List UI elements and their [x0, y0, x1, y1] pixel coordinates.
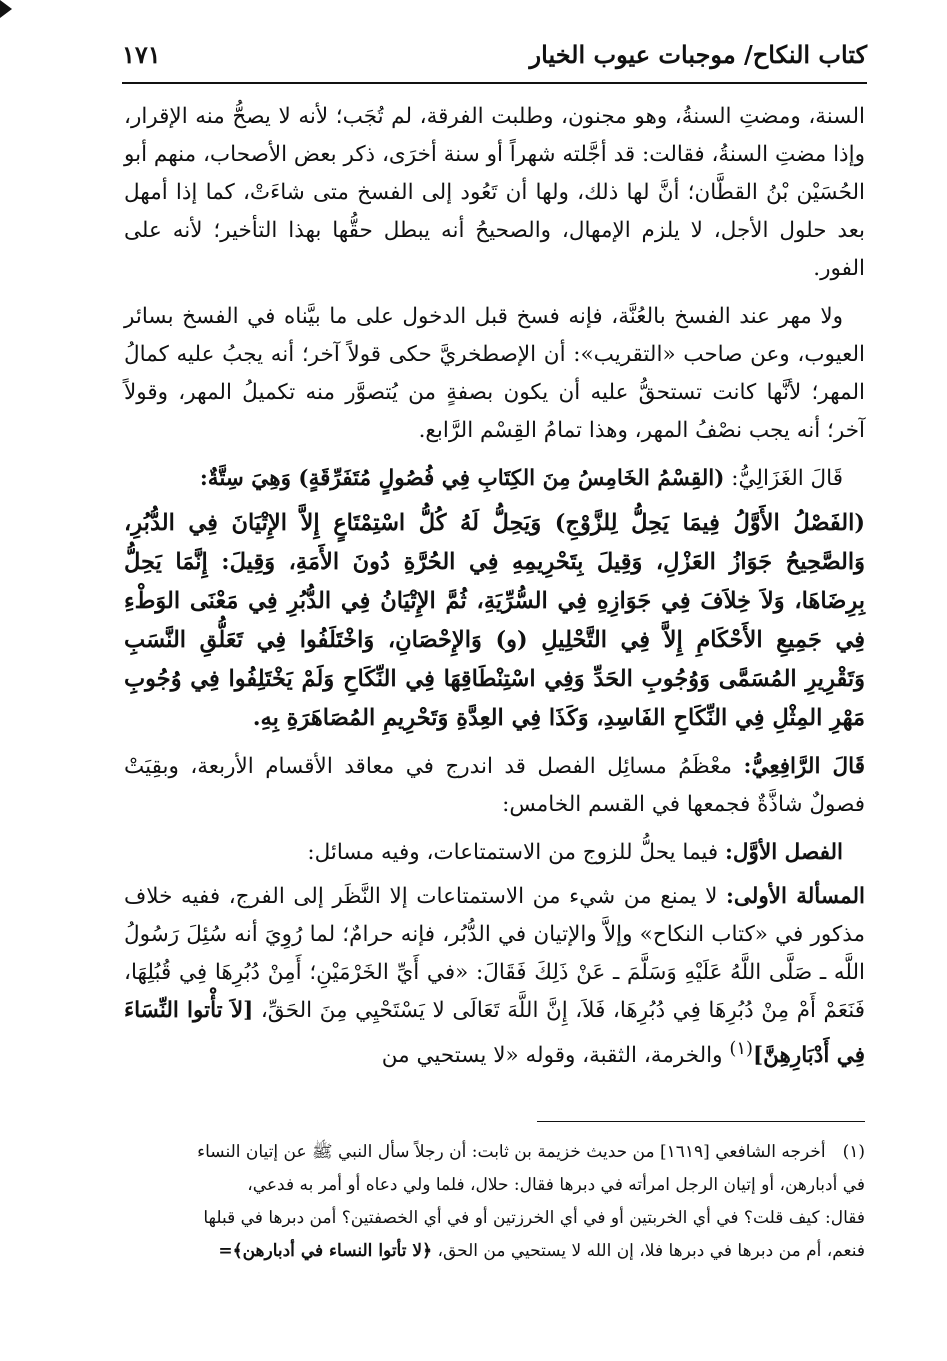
ghazali-heading: [124, 460, 865, 498]
running-title: كتاب النكاح/ موجبات عيوب الخيار: [529, 40, 867, 69]
footnote-line-2: في أدبارهن، أو إتيان الرجل امرأته في دبرها فقال: حلال، فلما ولي دعاه أو أمر به فدعي،: [247, 1175, 865, 1195]
header-rule: [122, 82, 867, 84]
masala-text-2: والخرمة، الثقبة، وقوله «لا يستحيي من: [381, 1043, 723, 1069]
footnote-line-3: فقال: كيف قلت؟ في أي الخربتين أو في أي الخرزتين أو في أي الخصفتين؟ أمن دبرها في قبلها: [203, 1208, 865, 1228]
masala-text-1: لا يمنع من شيء من الاستمتاعات إلا النَّظَر إلى الفرج، ففيه خلاف مذكور في «كتاب النكاح» وإلاَّ والإتيان في الدُّبُر، فإنه حرامٌ؛ لما رُوِيَ أنه سُئِلَ رَسُولُ اللَّه ـ صَلَّى اللَّهُ عَلَيْهِ وَسَلَّمَ ـ عَنْ ذَلِكَ فَقَالَ: «في أَيِّ الخَرْمَيْنِ؛ أَمِنْ دُبُرِهَا فِي قُبُلِهَا، فَنَعَمْ أَمْ مِنْ دُبُرِهَا فِي دُبُرِهَا، فَلاَ، إِنَّ اللَّهَ تَعَالَى لا يَسْتَحْيِي مِنَ الحَقِّ،: [124, 884, 865, 1023]
footnote-text-4: فنعم، أم من دبرها في دبرها فلا، إن الله لا يستحيي من الحق،: [437, 1241, 865, 1261]
footnote-number: (١): [842, 1142, 865, 1162]
matn-paragraph: (الفَصْلُ الأَوَّلُ فِيمَا يَحِلُّ لِلزَّوْجِ) وَيَحِلُّ لَهُ كُلُّ اسْتِمْتَاعٍ إِلاَّ الإِتْيَانَ فِي الدُّبُرِ، وَالصَّحِيحُ جَوَازُ العَزْلِ، وَقِيلَ بِتَحْرِيمِهِ فِي الحُرَّةِ دُونَ الأَمَةِ، وَقِيلَ: إِنَّمَا يَحِلُّ بِرِضَاهَا، وَلاَ خِلاَفَ فِي جَوَازِهِ فِي السُّرِّيَةِ، ثُمَّ الإِتْيَانُ فِي الدُّبُرِ فِي مَعْنَى الوَطْءِ فِي جَمِيعِ الأَحْكَامِ إِلاَّ فِي التَّحْلِيلِ (و) وَالإِحْصَانِ، وَاخْتَلَفُوا فِي تَعَلُّقِ النَّسَبِ وَتَقْرِيرِ المُسَمَّى وَوُجُوبِ الحَدِّ وَفِي اسْتِنْطَاقِهَا فِي النِّكَاحِ وَلَمْ يَخْتَلِفُوا فِي وُجُوبِ مَهْرِ المِثْلِ فِي النِّكَاحِ الفَاسِدِ، وَكَذَا فِي العِدَّةِ وَتَحْرِيمِ المُصَاهَرَةِ بِهِ.: [124, 510, 865, 731]
footnote-ref: (١): [729, 1038, 753, 1059]
footnote-text-1: أخرجه الشافعي [١٦١٩] من حديث خزيمة بن ثابت: أن رجلاً سأل النبي ﷺ عن إتيان النساء: [197, 1142, 826, 1162]
rafii-label: قَالَ الرَّافِعِيُّ:: [743, 754, 865, 779]
fasl-text: فيما يحلُّ للزوج من الاستمتاعات، وفيه مسائل:: [307, 840, 719, 865]
masala-paragraph: [124, 878, 865, 1075]
rafii-text: معْظَمُ مسائِل الفصل قد اندرج في معاقد الأقسام الأربعة، وبقِيَتْ فصولٌ شاذَّةٌ فجمعها في القسم الخامس:: [124, 754, 865, 817]
footnote-rule: [537, 1121, 865, 1122]
page-number: ١٧١: [122, 40, 161, 69]
ghazali-label: قَالَ الغَزَالِيُّ:: [731, 466, 843, 491]
fasl-label: الفصل الأوَّل:: [725, 840, 843, 865]
footnotes: [124, 1136, 865, 1268]
rafii-paragraph: [124, 748, 865, 824]
footnote-line-1: [124, 1136, 865, 1169]
fasl-heading: [124, 834, 865, 872]
ghazali-text: (القِسْمُ الخَامِسُ مِنَ الكِتَابِ فِي فُصُولٍ مُتَفَرِّقَةٍ) وَهِيَ سِتَّةٌ:: [199, 466, 725, 491]
main-text: [124, 98, 865, 1075]
footnote-line-4: [124, 1235, 865, 1268]
paragraph-1: السنة، ومضتِ السنةُ، وهو مجنون، وطلبت الفرقة، لم تُجَب؛ لأنه لا يصحُّ منه الإقرار، وإذا مضتِ السنةُ، فقالت: قد أجَّلته شهراً أو سنة أخرَى، ذكر بعض الأصحاب، منهم أبو الحُسَيْن بْنُ القطَّان؛ أنَّ لها ذلك، ولها أن تَعُود إلى الفسخ متى شاءَتْ، كما إذا أمهل بعد حلول الأجل، لا يلزم الإمهال، والصحيحُ أنه يبطل حقُّها بهذا التأخير؛ لأنه على الفور.: [124, 104, 865, 281]
paragraph-2: ولا مهر عند الفسخ بالعُنَّة، فإنه فسخ قبل الدخول على ما بيَّناه في الفسخ بسائر العيوب، وعن صاحب «التقريب»: أن الإصطخريَّ حكى قولاً آخر؛ أنه يجبُ عليه كمالُ المهر؛ لأنَّها كانت تستحقُّ عليه أن يكون بصفةٍ من يُتصوَّر منه تكميلُ المهر، وقولاً آخر؛ أنه يجب نصْفُ المهر، وهذا تمامُ القِسْم الرَّابع.: [124, 304, 865, 443]
quran-verse: [لاَ تأْتوا النِّسَاءَ فِي أَدْبَارِهِنَّ]: [124, 998, 865, 1069]
footnote-verse: ﴿لا تأتوا النساء في أدبارهن﴾=: [218, 1241, 433, 1261]
page-header: [122, 38, 867, 84]
corner-mark-icon: [0, 0, 12, 18]
masala-label: المسألة الأولى:: [725, 884, 865, 909]
